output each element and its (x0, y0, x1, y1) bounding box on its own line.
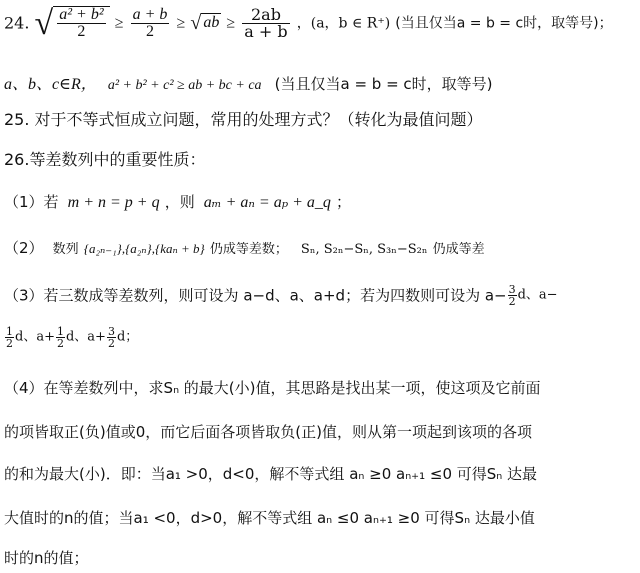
radical-sign: √ (34, 4, 54, 42)
property-2-line: （2） 数列 {a₂ₙ₋₁},{a₂ₙ},{kaₙ + b} 仍成等差数； Sₙ, S₂ₙ−Sₙ, S₃ₙ−S₂ₙ 仍成等差 (4, 239, 485, 257)
fraction-1-over-2-b: $\frac{1}{2}$ (56, 325, 64, 350)
fraction-1: $\frac{\text{a² + b²}}{2}$ (59, 6, 104, 40)
property-4-line-4: 大值时的n的值；当a₁ <0，d>0，解不等式组 aₙ ≤0 aₙ₊₁ ≥0 可得Sₙ 达最小值 (4, 509, 535, 527)
property-1-line: （1）若 m + n = p + q ，则 aₘ + aₙ = aₚ + a_q ； (4, 193, 351, 211)
property-4-line-3: 的和为最大(小)．即：当a₁ >0，d<0，解不等式组 aₙ ≥0 aₙ₊₁ ≤0 可得Sₙ 达最 (4, 465, 538, 483)
property-4-line-5: 时的n的值； (4, 549, 89, 567)
item-24-number: 24. (4, 13, 30, 33)
property-4-line-1: （4）在等差数列中，求Sₙ 的最大(小)值，其思路是找出某一项，使这项及它前面 (4, 379, 541, 397)
property-4-line-2: 的项皆取正(负)值或0，而它后面各项皆取负(正)值，则从第一项起到该项的各项 (4, 423, 532, 441)
domain-text: ，(a，b ∈ R⁺) (296, 15, 391, 32)
sqrt-ab: √ ab (190, 12, 220, 35)
fraction-1-over-2-a: $\frac{1}{2}$ (6, 325, 13, 350)
property-3-line-1: （3）若三数成等差数列，则可设为 a−d、a、a+d；若为四数则可设为 a− $\frac{3}{2}$ d、a− (4, 283, 558, 308)
fraction-2: $\frac{a + b}{2}$ (132, 5, 168, 40)
three-var-inequality-line: a、b、c∈R， a² + b² + c² ≥ ab + bc + ca (当且仅当a = b = c时，取等号) (4, 75, 493, 93)
fraction-3-over-2-b: $\frac{3}{2}$ (107, 325, 115, 350)
item-25-line: 25. 对于不等式恒成立问题，常用的处理方式？（转化为最值问题） (4, 110, 483, 129)
fraction-3-over-2: $\frac{3}{2}$ (508, 283, 516, 308)
property-3-line-2: $\frac{1}{2}$ d、a+ $\frac{1}{2}$ d、a+ $\frac{3}{2}$ d； (6, 325, 139, 350)
item-24-line: 24. √ $\frac{\text{a² + b²}}{2}$ ≥ $\frac{a + b}{2}$ ≥ √ ab ≥ $\frac{2ab}{a + b}$ ，(a，b ∈ R⁺) (当且仅当a = b = c时，取等号)； (4, 4, 613, 42)
condition-text: (当且仅当a = b = c时，取等号)； (395, 15, 613, 32)
fraction-3: $\frac{2ab}{a + b}$ (244, 4, 288, 41)
sqrt-expression (35, 6, 110, 41)
item-26-title: 26.等差数列中的重要性质： (4, 150, 206, 169)
